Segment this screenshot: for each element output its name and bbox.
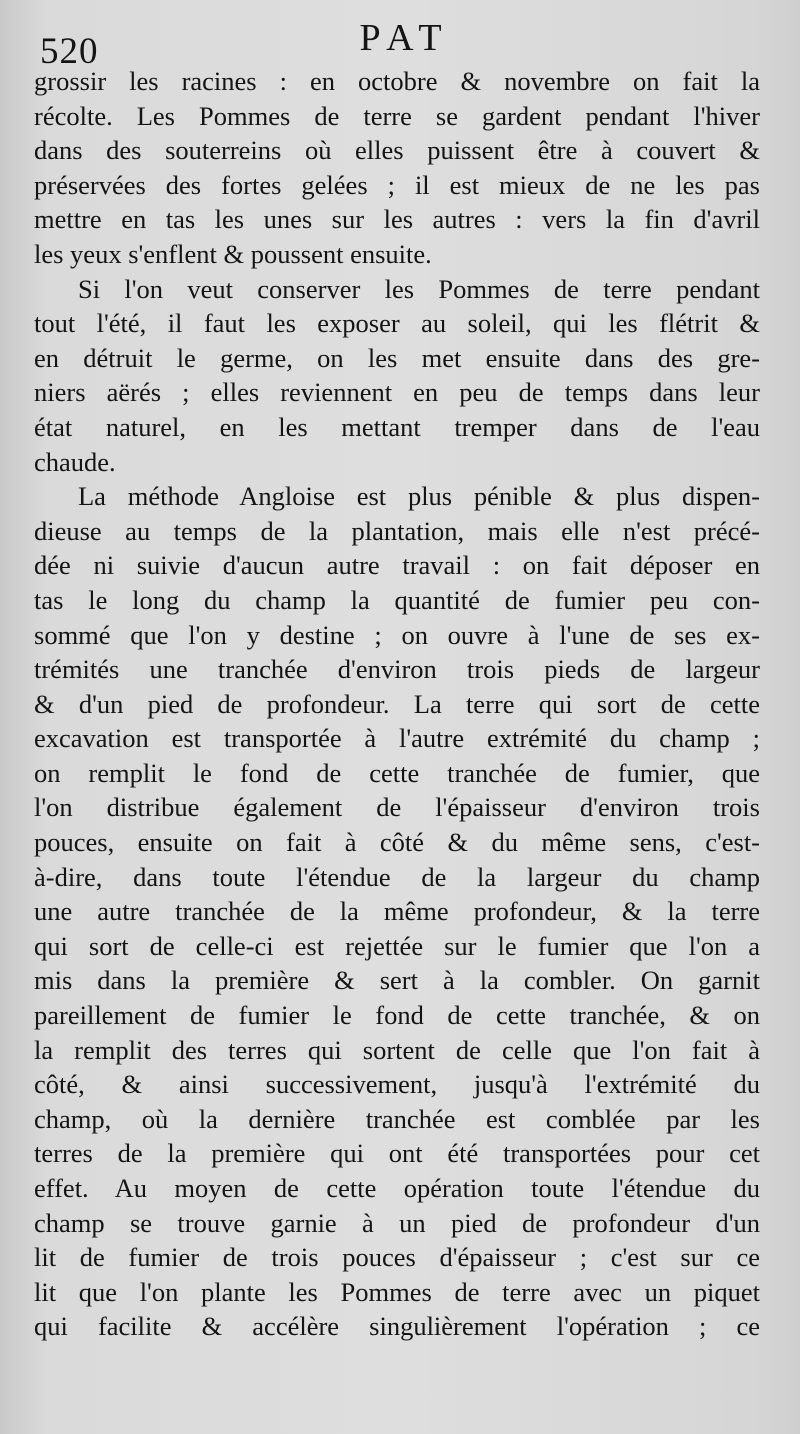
text-line: lit de fumier de trois pouces d'épaisseur ; c'est sur ce <box>34 1242 760 1273</box>
text-line: en détruit le germe, on les met ensuite dans des gre- <box>34 342 760 373</box>
text-line: excavation est transportée à l'autre extrémité du champ ; <box>34 723 760 754</box>
text-line: la remplit des terres qui sortent de celle que l'on fait à <box>34 1034 760 1065</box>
text-line: à-dire, dans toute l'étendue de la largeur du champ <box>34 861 760 892</box>
text-line: une autre tranchée de la même profondeur, & la terre <box>34 896 760 927</box>
page-number: 520 <box>40 31 99 72</box>
text-line: lit que l'on plante les Pommes de terre avec un piquet <box>34 1276 760 1307</box>
text-line: préservées des fortes gelées ; il est mieux de ne les pas <box>34 169 760 200</box>
text-line: trémités une tranchée d'environ trois pieds de largeur <box>34 654 760 685</box>
text-line: dée ni suivie d'aucun autre travail : on fait déposer en <box>34 550 760 581</box>
text-line: terres de la première qui ont été transportées pour cet <box>34 1138 760 1169</box>
text-line: tout l'été, il faut les exposer au soleil, qui les flétrit & <box>34 308 760 339</box>
text-line: sommé que l'on y destine ; on ouvre à l'une de ses ex- <box>34 619 760 650</box>
running-head: PAT <box>359 17 451 59</box>
text-line: on remplit le fond de cette tranchée de fumier, que <box>34 757 760 788</box>
text-line: les yeux s'enflent & poussent ensuite. <box>34 238 432 269</box>
text-line: La méthode Angloise est plus pénible & plus dispen- <box>78 481 760 512</box>
text-line: chaude. <box>34 446 116 477</box>
body-text <box>34 64 760 1344</box>
text-line: dieuse au temps de la plantation, mais elle n'est précé- <box>34 515 760 546</box>
text-line: qui sort de celle-ci est rejettée sur le fumier que l'on a <box>34 930 760 961</box>
text-line: Si l'on veut conserver les Pommes de terre pendant <box>78 273 760 304</box>
text-line: état naturel, en les mettant tremper dans de l'eau <box>34 411 760 442</box>
text-line: l'on distribue également de l'épaisseur d'environ trois <box>34 792 760 823</box>
text-line: mis dans la première & sert à la combler. On garnit <box>34 965 760 996</box>
text-line: champ, où la dernière tranchée est comblée par les <box>34 1103 760 1134</box>
text-line: récolte. Les Pommes de terre se gardent pendant l'hiver <box>34 100 760 131</box>
text-line: qui facilite & accélère singulièrement l'opération ; ce <box>34 1311 760 1342</box>
text-line: dans des souterreins où elles puissent être à couvert & <box>34 135 760 166</box>
text-line: grossir les racines : en octobre & novembre on fait la <box>34 66 760 96</box>
text-line: effet. Au moyen de cette opération toute l'étendue du <box>34 1173 760 1203</box>
text-line: niers aërés ; elles reviennent en peu de temps dans leur <box>34 377 760 408</box>
text-line: & d'un pied de profondeur. La terre qui sort de cette <box>34 688 760 719</box>
text-line: champ se trouve garnie à un pied de profondeur d'un <box>34 1207 760 1238</box>
text-line: côté, & ainsi successivement, jusqu'à l'extrémité du <box>34 1069 760 1100</box>
text-line: pareillement de fumier le fond de cette tranchée, & on <box>34 1000 760 1031</box>
text-line: tas le long du champ la quantité de fumier peu con- <box>34 584 760 615</box>
text-line: pouces, ensuite on fait à côté & du même sens, c'est- <box>34 827 760 858</box>
text-line: mettre en tas les unes sur les autres : vers la fin d'avril <box>34 204 760 235</box>
